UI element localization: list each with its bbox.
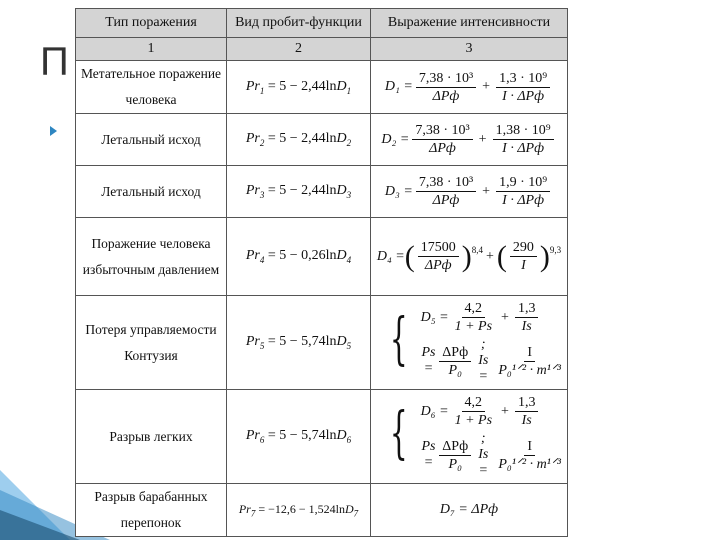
d-symbol: D [336,183,347,199]
is-lhs: ; Is = [478,431,489,478]
frac-den: I · ΔPф [502,88,545,104]
slide-title: П [40,40,69,84]
intensity-expr: { D₆ = $\frac{4,2}{1 + Ps}$ + $\frac{1,3}{Is}$ Ps = $\frac{\text{ΔPф}}{\text{P₀}}$ ; Is = $\frac{I}{\text{P₀¹ᐟ² · m¹ᐟ³}}$ [371,390,568,484]
pr-rhs: = 5 − 0,26ln [264,248,337,264]
intensity-expr: D₃ = $\frac{\text{7,38 · 10³}}{\text{ΔPф}}$ + $\frac{\text{1,9 · 10⁹}}{\text{I · ΔPф}}$ [371,166,568,218]
d-symbol: D [336,78,347,94]
header-intensity: Выражение интенсивности [371,9,568,38]
row-type: Разрыв легких [76,390,227,484]
intensity-expr: D₁ = $\frac{\text{7,38 · 10³}}{\text{ΔPф}}$ + $\frac{\text{1,3 · 10⁹}}{\text{I · ΔPф}}$ [371,61,568,114]
frac-num: 17500 [418,239,459,257]
d-symbol: D [336,334,347,350]
d-symbol: D [336,248,347,264]
frac-num: 1,3 · 10⁹ [496,70,550,88]
frac-den: Is [521,413,532,428]
frac-den: P₀¹ᐟ² · m¹ᐟ³ [498,456,561,472]
d-index: 6 [346,434,352,445]
frac-num: ΔPф [439,438,471,456]
frac-num: 290 [510,239,537,257]
frac-den: 1 + Ps [454,413,493,428]
header-probit: Вид пробит-функции [227,9,371,38]
expr-lhs: D₆ = [420,403,449,419]
frac-den: ΔPф [424,258,452,273]
expr-lhs: D₄ = [376,248,405,264]
expr-lhs: D₁ = [384,79,413,94]
pr-rhs: = 5 − 2,44ln [264,183,337,199]
table-row [76,61,568,114]
probit-formula [227,484,371,537]
d-index: 3 [346,189,352,200]
expr-text: D₇ = ΔPф [439,502,499,517]
d-index: 2 [346,137,352,148]
probit-formula [227,390,371,484]
pr-index: 6 [259,434,265,445]
col-number-2: 2 [227,38,371,61]
table-row [76,296,568,390]
frac-den: Is [521,319,532,334]
probit-formula [227,61,371,114]
frac-num: 7,38 · 10³ [416,70,476,88]
is-lhs: ; Is = [478,337,489,384]
pr-symbol: Pr [245,131,260,147]
frac-num: 4,2 [462,300,486,318]
frac-den: ΔPф [432,193,460,208]
pr-symbol: Pr [238,501,251,516]
d-index: 5 [346,340,352,351]
intensity-expr: D₂ = $\frac{\text{7,38 · 10³}}{\text{ΔPф}}$ + $\frac{\text{1,38 · 10⁹}}{\text{I · ΔPф}}$ [371,114,568,166]
col-number-1: 1 [76,38,227,61]
ps-lhs: Ps = [421,345,436,376]
frac-num: 4,2 [462,394,486,412]
d-symbol: D [336,131,347,147]
expr-lhs: D₂ = [381,131,410,147]
d-index: 4 [346,254,352,265]
pr-index: 5 [259,340,265,351]
table-row [76,218,568,296]
row-type: Летальный исход [76,114,227,166]
probit-formula [227,218,371,296]
exponent: 8,4 [471,245,484,255]
frac-num: 1,9 · 10⁹ [496,174,550,192]
pr-rhs: = 5 − 5,74ln [264,334,337,350]
pr-symbol: Pr [245,183,260,199]
frac-num: I [524,438,535,456]
row-type: Поражение человека избыточным давлением [76,218,227,296]
frac-num: I [524,344,535,362]
frac-den: 1 + Ps [454,319,493,334]
table-row [76,484,568,537]
pr-rhs: = 5 − 2,44ln [264,78,337,94]
d-index: 7 [353,508,359,519]
col-number-3: 3 [371,38,568,61]
expr-lhs: D₃ = [384,183,413,199]
bullet-arrow-icon [50,126,57,136]
table-row [76,114,568,166]
pr-symbol: Pr [245,248,260,264]
probit-formula [227,296,371,390]
ps-lhs: Ps = [421,439,436,470]
frac-den: I · ΔPф [502,193,545,208]
d-symbol: D [344,501,354,516]
frac-den: I · ΔPф [502,141,545,156]
pr-rhs: = 5 − 5,74ln [264,428,337,444]
frac-den: I [521,258,526,273]
frac-den: ΔPф [432,88,460,104]
frac-den: P₀¹ᐟ² · m¹ᐟ³ [498,362,561,378]
pr-index: 4 [259,254,265,265]
expr-lhs: D₅ = [420,309,449,325]
header-type: Тип поражения [76,9,227,38]
pr-index: 7 [250,508,256,519]
frac-num: 7,38 · 10³ [412,122,472,140]
frac-den: ΔPф [429,141,456,156]
frac-num: 1,3 [515,300,539,318]
header-row [76,9,568,38]
intensity-expr: D₄ = ( $\frac{17500}{\text{ΔPф}}$ ) 8,4 + ( $\frac{290}{I}$ ) 9,3 [371,218,568,296]
pr-rhs: = 5 − 2,44ln [264,131,337,147]
frac-den: P₀ [448,456,462,472]
row-type: Летальный исход [76,166,227,218]
row-type: Метательное поражение человека [76,61,227,114]
frac-num: 1,38 · 10⁹ [493,122,554,140]
row-type: Потеря управляемости Контузия [76,296,227,390]
table-row [76,166,568,218]
table-row [76,390,568,484]
pr-index: 2 [259,137,265,148]
probit-formula [227,114,371,166]
probit-formula [227,166,371,218]
frac-den: P₀ [448,362,462,378]
d-index: 1 [346,85,352,96]
frac-num: 7,38 · 10³ [416,174,476,192]
pr-symbol: Pr [245,334,260,350]
intensity-expr [371,484,568,537]
pr-index: 1 [259,85,265,96]
frac-num: ΔPф [439,344,471,362]
probit-table [75,8,568,537]
intensity-expr: { D₅ = $\frac{4,2}{1 + Ps}$ + $\frac{1,3}{Is}$ Ps = $\frac{\text{ΔPф}}{\text{P₀}}$ ; Is = $\frac{I}{\text{P₀¹ᐟ² · m¹ᐟ³}}$ [371,296,568,390]
pr-rhs: = −12,6 − 1,524ln [255,501,345,516]
pr-symbol: Pr [245,428,260,444]
pr-symbol: Pr [245,78,260,94]
exponent: 9,3 [549,245,562,255]
frac-num: 1,3 [515,394,539,412]
number-row [76,38,568,61]
pr-index: 3 [259,189,265,200]
row-type: Разрыв барабанных перепонок [76,484,227,537]
d-symbol: D [336,428,347,444]
